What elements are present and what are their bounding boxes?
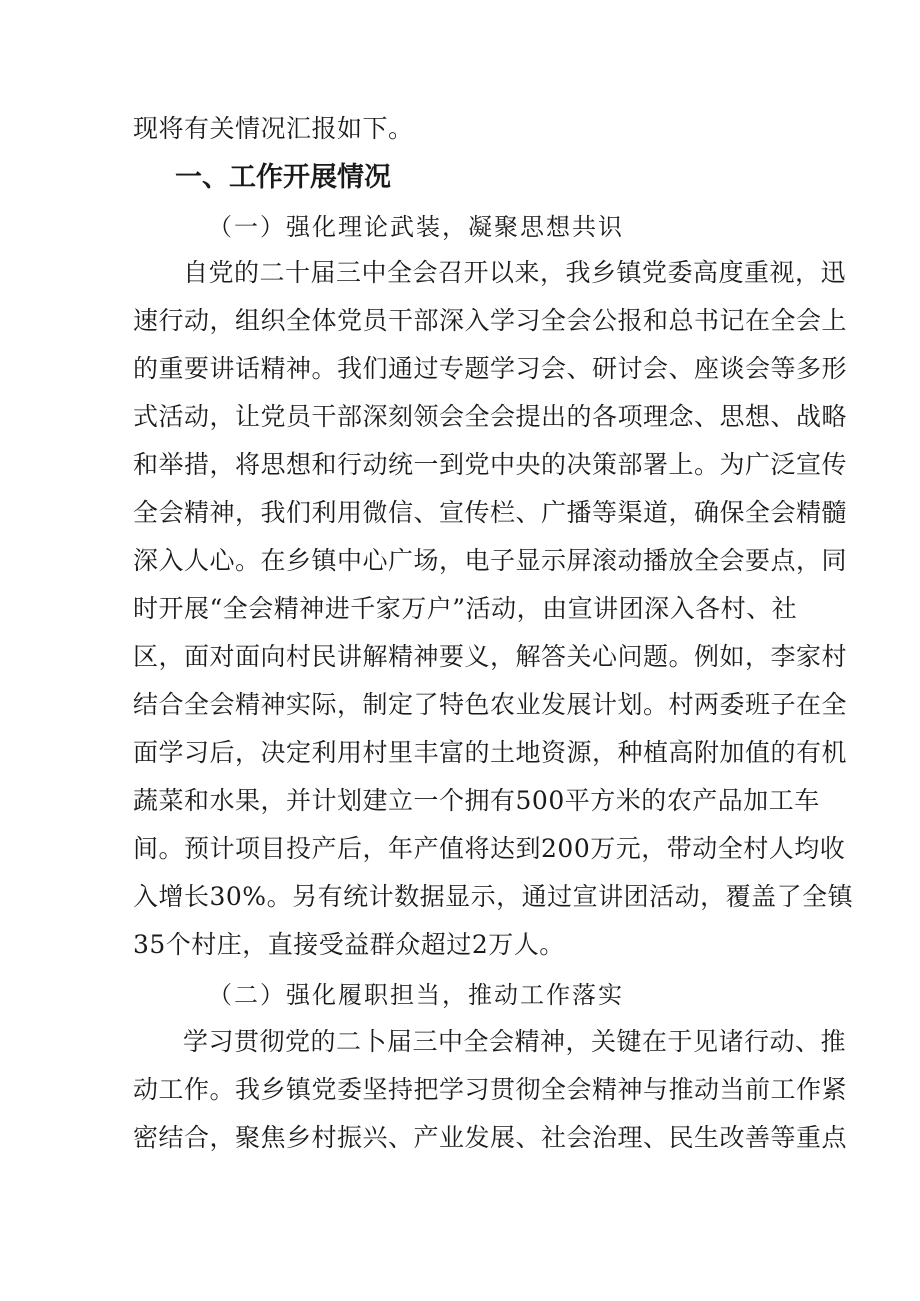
paragraph-1-line: 区，面对面向村民讲解精神要义，解答关心问题。例如，李家村: [133, 642, 848, 671]
paragraph-1-line: 深入人心。在乡镇中心广场，电子显示屏滚动播放全会要点，同: [133, 546, 848, 575]
paragraph-1-line: 面学习后，决定利用村里丰富的土地资源，种植高附加值的有机: [133, 738, 848, 767]
intro-line: 现将有关情况汇报如下。: [133, 114, 414, 143]
paragraph-2-line: 学习贯彻党的二卜届三中全会精神，关键在于见诸行动、推: [183, 1027, 847, 1056]
paragraph-1-line: 式活动，让党员干部深刻领会全会提出的各项理念、思想、战略: [133, 402, 848, 431]
paragraph-2-line: 密结合，聚焦乡村振兴、产业发展、社会治理、民生改善等重点: [133, 1123, 848, 1152]
paragraph-1-line: 结合全会精神实际，制定了特色农业发展计划。村两委班子在全: [133, 690, 848, 719]
section-1-title: 一、工作开展情况: [175, 162, 391, 193]
paragraph-1-line: 入增长30%。另有统计数据显示，通过宣讲团活动，覆盖了全镇: [133, 882, 854, 911]
paragraph-1-line: 间。预计项目投产后，年产值将达到200万元，带动全村人均收: [133, 834, 846, 863]
paragraph-1-line: 和举措，将思想和行动统一到党中央的决策部署上。为广泛宣传: [133, 450, 848, 479]
paragraph-1-line: 蔬菜和水果，并计划建立一个拥有500平方米的农产品加工车: [133, 786, 820, 815]
paragraph-1-line: 速行动，组织全体党员干部深入学习全会公报和总书记在全会上: [133, 306, 848, 335]
paragraph-2-line: 动工作。我乡镇党委坚持把学习贯彻全会精神与推动当前工作紧: [133, 1075, 848, 1104]
paragraph-1-line: 自党的二十届三中全会召开以来，我乡镇党委高度重视，迅: [183, 258, 847, 287]
paragraph-1-line: 全会精神，我们利用微信、宣传栏、广播等渠道，确保全会精髓: [133, 498, 848, 527]
paragraph-1-line: 的重要讲话精神。我们通过专题学习会、研讨会、座谈会等多形: [133, 354, 848, 383]
paragraph-1-line: 35个村庄，直接受益群众超过2万人。: [133, 930, 565, 959]
subsection-1-title: （一）强化理论武装，凝聚思想共识: [208, 213, 624, 241]
subsection-2-title: （二）强化履职担当，推动工作落实: [208, 981, 624, 1009]
paragraph-1-line: 时开展“全会精神进千家万户”活动，由宣讲团深入各村、社: [133, 594, 798, 623]
